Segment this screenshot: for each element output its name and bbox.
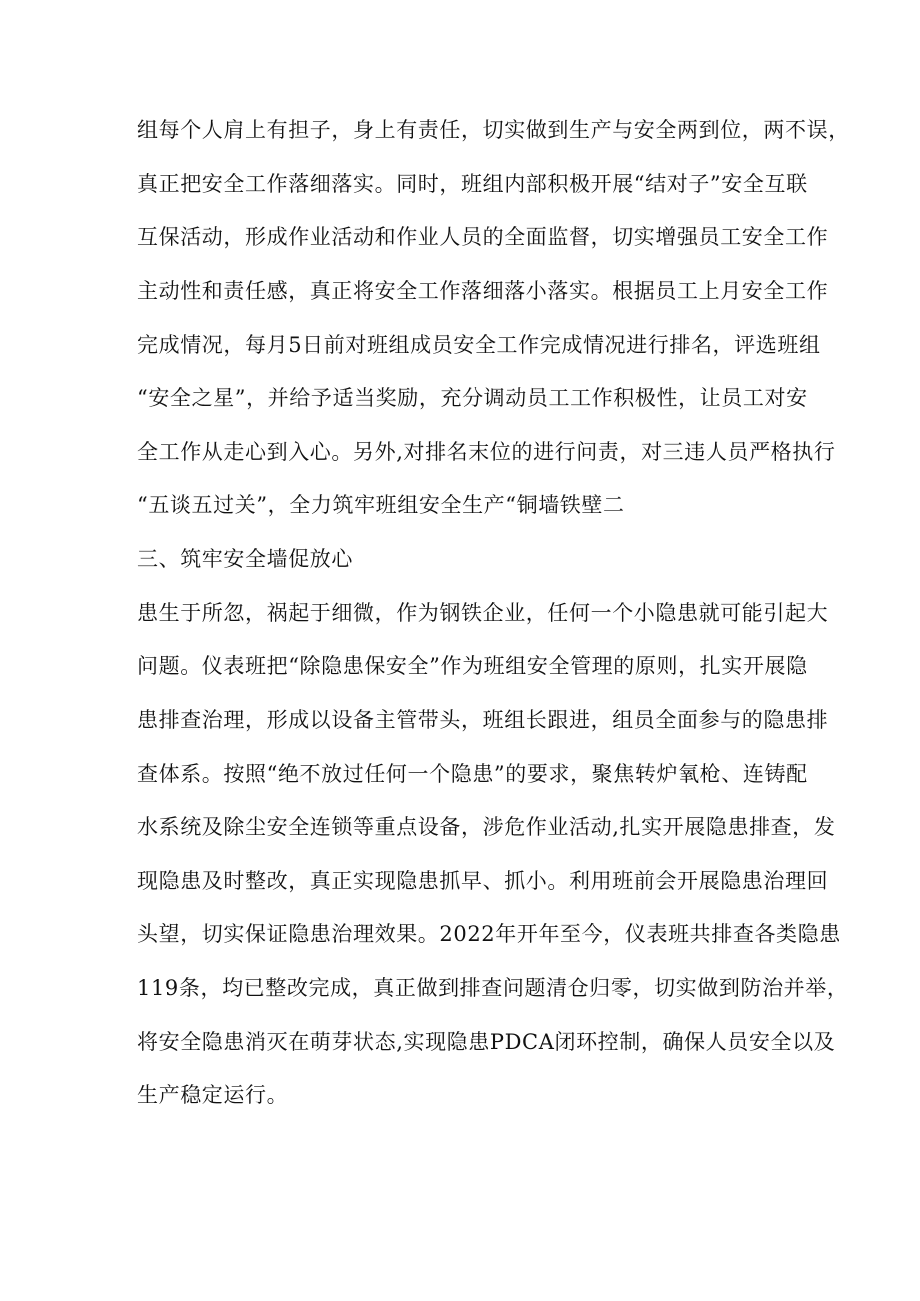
text-line: 主动性和责任感，真正将安全工作落细落小落实。根据员工上月安全工作 (137, 279, 829, 303)
text-line: 生产稳定运行。 (137, 1083, 289, 1107)
text-line: 真正把安全工作落细落实。同时，班组内部积极开展“结对子”安全互联 (137, 172, 808, 196)
text-line: “安全之星”，并给予适当奖励，充分调动员工工作积极性，让员工对安 (137, 386, 808, 410)
text-line: 查体系。按照“绝不放过任何一个隐患”的要求，聚焦转炉氧枪、连铸配 (137, 762, 808, 786)
text-line: 将安全隐患消灭在萌芽状态,实现隐患PDCA闭环控制，确保人员安全以及 (137, 1030, 836, 1054)
text-line: 水系统及除尘安全连锁等重点设备，涉危作业活动,扎实开展隐患排查，发 (137, 815, 836, 839)
text-line: 119条，均已整改完成，真正做到排查问题清仓归零，切实做到防治并举， (137, 976, 849, 1000)
text-line: 全工作从走心到入心。另外,对排名末位的进行问责，对三违人员严格执行 (137, 440, 836, 464)
text-line: 问题。仪表班把“除隐患保安全”作为班组安全管理的原则，扎实开展隐 (137, 654, 808, 678)
text-line: 完成情况，每月5日前对班组成员安全工作完成情况进行排名，评选班组 (137, 333, 821, 357)
text-line: 组每个人肩上有担子，身上有责任，切实做到生产与安全两到位，两不误， (137, 118, 850, 142)
text-line: 患生于所忽，祸起于细微，作为钢铁企业，任何一个小隐患就可能引起大 (137, 601, 829, 625)
section-heading: 三、筑牢安全墙促放心 (137, 547, 353, 571)
text-line: 互保活动，形成作业活动和作业人员的全面监督，切实增强员工安全工作 (137, 225, 829, 249)
text-line: “五谈五过关”，全力筑牢班组安全生产“铜墙铁壁二 (137, 493, 625, 517)
text-line: 现隐患及时整改，真正实现隐患抓早、抓小。利用班前会开展隐患治理回 (137, 869, 829, 893)
text-line: 患排查治理，形成以设备主管带头，班组长跟进，组员全面参与的隐患排 (137, 708, 829, 732)
text-line: 头望，切实保证隐患治理效果。2022年开年至今，仪表班共排查各类隐患 (137, 922, 841, 946)
